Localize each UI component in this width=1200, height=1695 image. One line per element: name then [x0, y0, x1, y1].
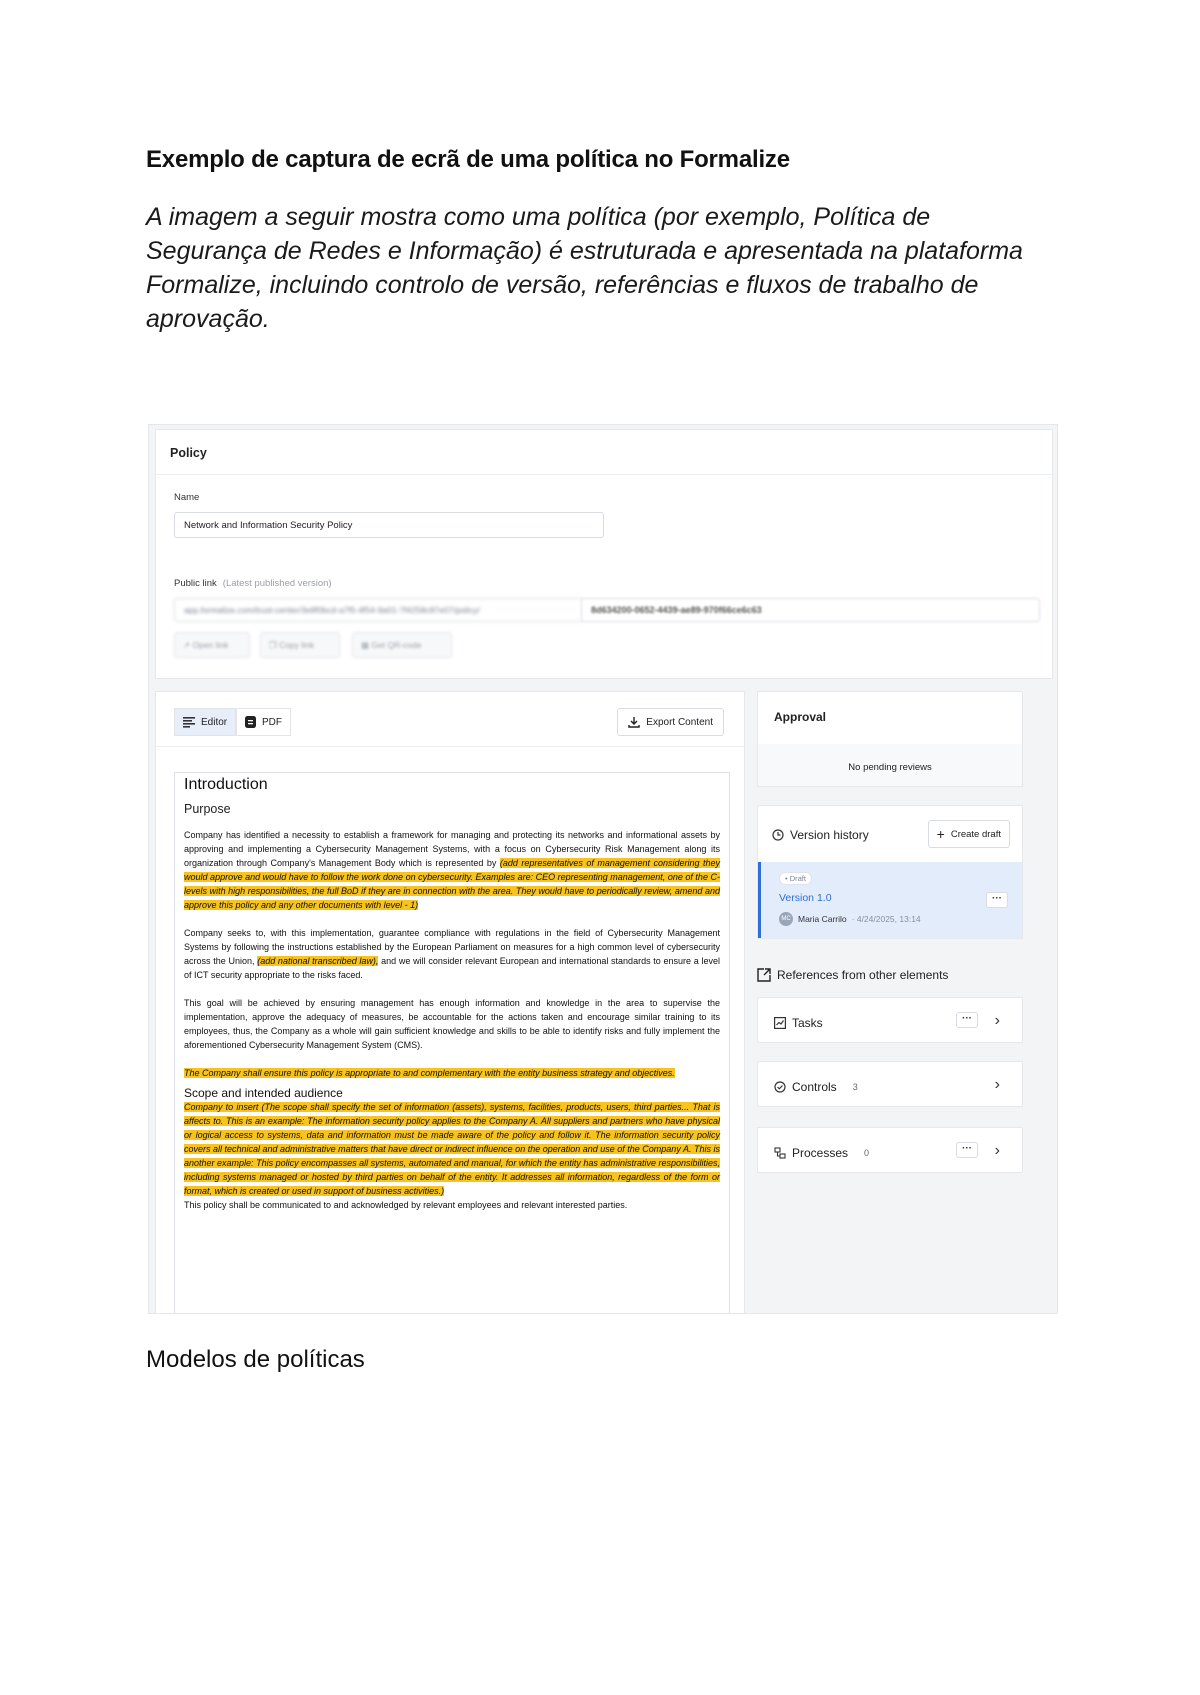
controls-label: Controls	[792, 1080, 837, 1094]
open-link-label: Open link	[192, 640, 229, 650]
document-heading: Exemplo de captura de ecrã de uma política no Formalize	[146, 146, 790, 173]
no-pending-reviews: No pending reviews	[758, 744, 1022, 786]
purpose-text: and we will consider relevant European and international standards to ensure a level of ICT security appropriate to the risks faced.	[184, 956, 720, 980]
tab-pdf[interactable]	[236, 708, 291, 736]
tasks-label: Tasks	[792, 1016, 823, 1030]
tab-editor[interactable]	[174, 708, 236, 736]
avatar: MC	[779, 912, 793, 926]
export-content-label: Export Content	[646, 716, 713, 728]
purpose-text: Company seeks to, with this implementation, guarantee compliance with regulations in the field of Cybersecurity Management Systems by following the instructions established by the European Parliament on measures for a high common level of cybersecurity across the Union,	[184, 928, 720, 966]
external-link-icon: ↗	[183, 640, 193, 650]
section-heading-purpose: Purpose	[184, 802, 231, 816]
chevron-right-icon: ›	[994, 1012, 1000, 1029]
chevron-right-icon: ›	[994, 1142, 1000, 1159]
download-icon	[628, 716, 640, 728]
public-link-label-text: Public link	[174, 578, 217, 589]
purpose-paragraph-1	[184, 828, 720, 912]
tasks-title	[774, 1016, 823, 1030]
divider	[156, 474, 1052, 475]
chevron-right-icon: ›	[994, 1076, 1000, 1093]
version-list-item[interactable]	[758, 862, 1022, 938]
divider	[156, 746, 744, 747]
purpose-paragraph-3: This goal will be achieved by ensuring management has enough information and knowledge in the area to supervise the implementation, approve the adequacy of measures, be accountable for the actions taken and encourage similar training to its employees, thus, the Company as a whole will gain sufficient knowledge and skills to be able to identify risks and fully implement the aforementioned Cybersecurity Management System (CMS).	[184, 998, 720, 1050]
controls-row[interactable]	[757, 1061, 1023, 1107]
qr-icon: ▦	[361, 640, 372, 650]
scope-paragraph	[184, 1100, 720, 1212]
processes-label: Processes	[792, 1146, 849, 1160]
external-reference-icon	[757, 968, 771, 982]
plus-icon: +	[936, 826, 945, 842]
purpose-paragraph-4	[184, 1066, 720, 1080]
editor-panel	[155, 691, 745, 1314]
create-draft-label: Create draft	[950, 828, 1001, 840]
processes-row[interactable]	[757, 1127, 1023, 1173]
section-heading-policy-templates: Modelos de políticas	[146, 1346, 365, 1373]
document-intro: A imagem a seguir mostra como uma política (por exemplo, Política de Segurança de Redes e Informação) é estruturada e apresentada na plataforma Formalize, incluindo controlo de versão, referências e fluxos de trabalho de aprovação.	[146, 203, 1023, 333]
qr-code-label: Get QR-code	[371, 640, 422, 650]
version-label: Version 1.0	[779, 892, 832, 904]
tab-editor-label: Editor	[201, 716, 228, 728]
section-heading-introduction: Introduction	[184, 776, 268, 793]
more-options-button[interactable]: ···	[956, 1142, 978, 1158]
public-link-label	[174, 578, 332, 589]
policy-title: Policy	[170, 446, 207, 460]
copy-link-button[interactable]	[260, 632, 340, 658]
controls-title	[774, 1080, 858, 1094]
placeholder-highlight: Company to insert (The scope shall specify the set of information (assets), systems, facilities, products, users, third parties... That is affects to. This is an example: The information security policy applies to the Company A. All suppliers and partners who have physical or logical access to systems, data and information must be made aware of the policy and follow it. The information security policy covers all technical and administrative matters that have direct or indirect influence on the operation and use of the Company A. This is another example: This policy encompasses all systems, automated and manual, for which the entity has administrative responsibilities, including systems managed or hosted by third parties on behalf of the entity. It addresses all information, regardless of the form or format, which is created or used in support of business activities.)	[184, 1102, 720, 1196]
more-options-button[interactable]: ···	[986, 892, 1008, 908]
public-link-note: (Latest published version)	[222, 578, 332, 589]
version-history-header	[772, 828, 869, 842]
placeholder-highlight: (add representatives of management considering they would approve and would have to follow the work done on cybersecurity. Examples are: CEO representing management, one of the C-levels with high responsibilities, the full BoD if they are in connection with the area. They would have to periodically review, amend and approve this policy and any other documents with level - 1)	[184, 858, 720, 910]
clock-icon	[772, 829, 784, 841]
author-name: Maria Carrilo	[798, 914, 847, 924]
public-link-url-field[interactable]: app.formalize.com/trust-center/3e8f0bcd-a7f5-4f54-9a01-7f4258c87e07/policy/	[174, 598, 581, 622]
approval-panel	[757, 691, 1023, 787]
purpose-paragraph-2	[184, 926, 720, 982]
purpose-text: Company has identified a necessity to establish a framework for managing and protecting its networks and informational assets by approving and implementing a Cybersecurity Management Systems, with a focus on Cybersecurity Risk Management along its organization through Company's Management Body which is represented by	[184, 830, 720, 868]
tab-pdf-label: PDF	[262, 716, 282, 728]
version-history-title: Version history	[790, 828, 869, 842]
placeholder-highlight: The Company shall ensure this policy is appropriate to and complementary with the entity business strategy and objectives.	[184, 1068, 675, 1078]
open-link-button[interactable]	[174, 632, 250, 658]
processes-count: 0	[864, 1148, 870, 1158]
section-heading-scope: Scope and intended audience	[184, 1086, 343, 1100]
check-circle-icon	[774, 1081, 786, 1093]
create-draft-button[interactable]	[928, 820, 1010, 848]
processes-icon	[774, 1147, 786, 1159]
copy-icon: ❐	[269, 640, 279, 650]
policy-name-field[interactable]: Network and Information Security Policy	[174, 512, 604, 538]
public-link-id-field[interactable]: 8d634200-0652-4439-ae89-970f66ce6c63	[581, 598, 1040, 622]
formalize-screenshot	[148, 424, 1058, 1314]
draft-badge: • Draft	[779, 872, 812, 885]
processes-title	[774, 1146, 869, 1160]
copy-link-label: Copy link	[278, 640, 314, 650]
references-title: References from other elements	[777, 968, 949, 982]
tasks-row[interactable]	[757, 997, 1023, 1043]
approval-title: Approval	[774, 710, 827, 724]
references-header	[757, 968, 948, 982]
placeholder-highlight: (add national transcribed law),	[257, 956, 379, 966]
policy-content-editor[interactable]	[174, 772, 730, 1314]
export-content-button[interactable]	[617, 708, 724, 736]
more-options-button[interactable]: ···	[956, 1012, 978, 1028]
qr-code-button[interactable]	[352, 632, 452, 658]
tasks-icon	[774, 1017, 786, 1029]
version-history-panel	[757, 805, 1023, 939]
controls-count: 3	[852, 1082, 858, 1092]
editor-icon	[183, 717, 195, 728]
version-date: · 4/24/2025, 13:14	[851, 914, 921, 924]
pdf-icon	[245, 716, 256, 728]
version-author	[779, 912, 921, 926]
name-label: Name	[174, 492, 200, 503]
scope-tail-text: This policy shall be communicated to and acknowledged by relevant employees and relevant interested parties.	[184, 1200, 628, 1210]
policy-card	[155, 429, 1053, 679]
